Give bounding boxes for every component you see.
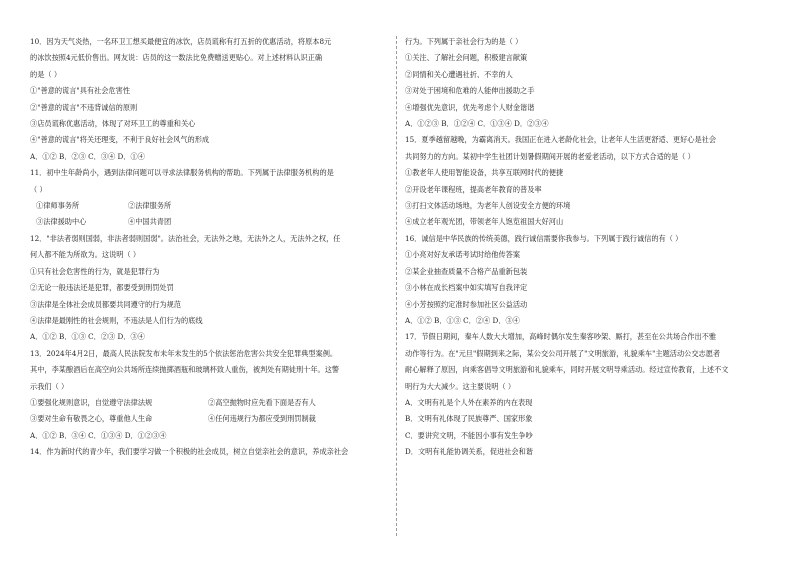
q16-item-3: ③小林在成长档案中如实填写自我评定 — [405, 283, 528, 293]
q10-item-2: ②"善意的谎言"不违背诚信的原则 — [30, 102, 138, 112]
q11-item-1: ①律师事务所 — [36, 201, 80, 211]
q16-item-1: ①小亮对好友承诺考试时给他传答案 — [405, 250, 521, 260]
q16-item-4: ④小芳按照约定准时参加社区公益活动 — [405, 299, 528, 309]
q16-options: A．①② B．①③ C．②④ D．③④ — [405, 315, 520, 325]
q11-item-4: ④中国共青团 — [128, 217, 172, 227]
q17-stem-line4: 明行为大大减少。这主要说明（ ） — [405, 381, 516, 391]
q17-stem-line1: 17．节假日期间，秦车人数大大增加，高峰时偶尔发生秦客吵架、厮打，甚至在公共场合作出不雅 — [405, 332, 717, 342]
q11-items-row2 — [30, 214, 388, 230]
q11-item-2: ②法律服务所 — [128, 201, 172, 211]
q10-item-3: ③店员谎称优惠活动，体现了对环卫工的尊重和关心 — [30, 119, 196, 129]
q12-item-2: ②无论一般违法还是犯罪，都要受到刑罚处罚 — [30, 283, 174, 293]
q14-item-2: ②同情和关心遭遇社折、不幸的人 — [405, 69, 513, 79]
q11-item-3: ③法律援助中心 — [36, 217, 87, 227]
q17-stem-line2: 动作等行为。在"元旦"假期到来之际，某公交公司开展了"文明旅游，礼貌乘车"主题活动公交志愿者 — [405, 348, 721, 358]
q14-item-3: ③对处于困境和危难的人能伸出援助之手 — [405, 86, 535, 96]
q17-stem-line3: 耐心解释了原因，向乘客倡导文明旅游和礼貌乘车，同时开展文明导乘活动。经过宣传教育，上述不文 — [405, 365, 729, 375]
q17-option-c: C．要讲究文明，不能因小事有发生争吵 — [405, 430, 533, 440]
q15-item-2: ②开设老年课程班，提高老年教育的普及率 — [405, 184, 542, 194]
q15-item-4: ④成立老年观光团，带领老年人饱览祖国大好河山 — [405, 217, 564, 227]
q13-options: A．①② B．③④ C．①③④ D．①②③④ — [30, 430, 167, 440]
column-divider — [396, 36, 397, 536]
q15-stem-line2: 共同努力的方向。某初中学生社团计划暑假期间开展的老爱老活动，以下方式合适的是（ ） — [405, 151, 695, 161]
q12-item-1: ①只有社会危害性的行为，就是犯罪行为 — [30, 266, 160, 276]
q13-stem-line2: 其中，李某酿酒后在高空向公共场所连续抛掷酒瓶和玻璃杯致人重伤，被判处有期徒刑十年。这警 — [30, 365, 340, 375]
q13-stem-line1: 13．2024年4月2日，最高人民法院发布未年未发生的5个依法惩治危害公共安全犯罪典型案例。 — [30, 348, 338, 358]
right-column — [405, 34, 770, 461]
q15-stem-line1: 15．夏季越留越晚，为霸离消天。我国正在进入老龄化社会，让老年人生活更舒适、更好心是社会 — [405, 135, 717, 145]
q15-item-1: ①教老年人使用智能设备，共享互联网时代的便捷 — [405, 168, 564, 178]
q15-item-3: ③打扫文体活动场地，为老年人创设安全方便的环境 — [405, 201, 571, 211]
q16-stem: 16．诚信是中华民族的传统美德，践行诚信需要你我参与。下列属于践行诚信的有（ ） — [405, 233, 683, 243]
q13-items-row2 — [30, 411, 388, 427]
q11-stem-line2: （ ） — [30, 184, 47, 194]
q12-options: A．①② B．①③ C．②③ D．③④ — [30, 332, 145, 342]
q10-item-1: ①"善意的谎言"具有社会危害性 — [30, 86, 131, 96]
q12-item-3: ③法律是全体社会成员都要共同遵守的行为规范 — [30, 299, 181, 309]
q17-option-b: B．文明有礼体现了民族尊严、国家形象 — [405, 414, 533, 424]
q14-stem-line2: 行为。下列属于亲社会行为的是（ ） — [405, 37, 523, 46]
q10-options: A．①② B．②③ C．③④ D．①④ — [30, 151, 145, 161]
q16-item-2: ②某企业抽查质量不合格产品重新包装 — [405, 266, 528, 276]
q14-item-1: ①关注、了解社会问题，积极建言献策 — [405, 53, 528, 63]
q17-option-d: D．文明有礼能协调关系，促进社会和谐 — [405, 447, 533, 457]
q13-item-4: ④任何违规行为都应受到刑罚制裁 — [208, 414, 316, 424]
q10-stem-line1: 10．因为天气炎热，一名环卫工想买最便宜的冰饮，店员谎称有打五折的优惠活动，将原本8元 — [30, 37, 332, 46]
q12-stem-line1: 12．"非法者弱则国弱，非法者弱则国弱"。法治社会，无法外之地，无法外之人，无法外之权，任 — [30, 233, 341, 243]
q14-stem-line1: 14．作为新时代的青少年，我们要学习做一个积极的社会成员，树立自觉亲社会的意识，养成亲社会 — [30, 447, 349, 457]
q10-stem-line2: 的冰饮按照4元低价售出。网友说：店员的这一数法比免费赠送更贴心。对上述材料认识正确 — [30, 53, 323, 63]
q10-stem-line3: 的是（ ） — [30, 69, 62, 79]
q10-item-4: ④"善意的谎言"将关还理变，不利于良好社会风气的形成 — [30, 135, 210, 145]
q11-items-row1 — [30, 198, 388, 214]
q12-stem-line2: 何人都不能为所欲为。这说明（ ） — [30, 250, 141, 260]
q11-stem-line1: 11．初中生年龄尚小，遇到法律问题可以寻求法律服务机构的帮助。下列属于法律服务机构的是 — [30, 168, 334, 178]
q17-option-a: A．文明有礼是个人外在素养的内在表现 — [405, 397, 533, 407]
q13-item-2: ②高空抛物时应先看下面是否有人 — [208, 397, 316, 407]
q12-item-4: ④法律是最刚性的社会规则，不违法是人们行为的底线 — [30, 315, 203, 325]
q13-items-row1 — [30, 395, 388, 411]
left-column — [30, 34, 388, 461]
q14-item-4: ④增强优先意识，优先考虑个人财金谐谐 — [405, 102, 535, 112]
q13-item-1: ①要强化规则意识，自觉遵守法律法规 — [30, 397, 153, 407]
q13-item-3: ③要对生命有敬畏之心，尊重他人生命 — [30, 414, 153, 424]
q13-stem-line3: 示我们（ ） — [30, 381, 69, 391]
q14-options: A．①②③ B．①②④ C．①③④ D．②③④ — [405, 119, 549, 129]
